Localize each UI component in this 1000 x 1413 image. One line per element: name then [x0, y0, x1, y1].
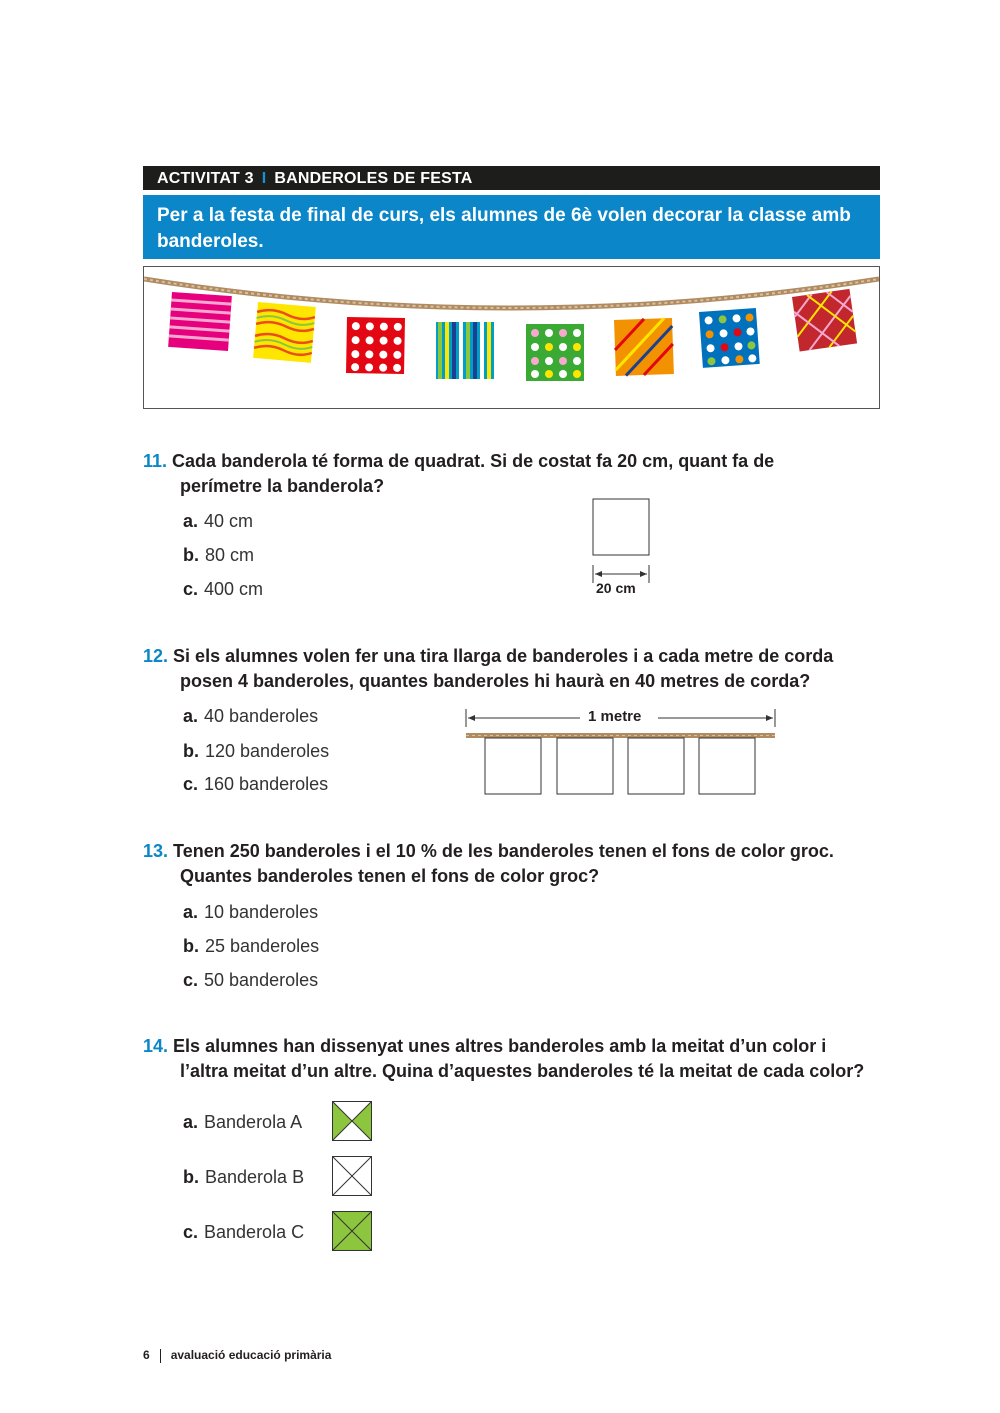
- option-letter: a.: [183, 511, 199, 531]
- q11-square-figure: [585, 495, 665, 600]
- q11-dimension-label: 20 cm: [596, 580, 636, 596]
- question-14-number: 14.: [143, 1036, 169, 1056]
- flag-vertical-stripes: [436, 322, 494, 379]
- question-11: [143, 449, 893, 499]
- option-text: 40 banderoles: [204, 706, 319, 726]
- banderola-c-figure: [332, 1211, 372, 1251]
- option-text: Banderola C: [204, 1222, 305, 1242]
- option-letter: b.: [183, 545, 199, 565]
- question-11-line1: Cada banderola té forma de quadrat. Si de costat fa 20 cm, quant fa de: [172, 451, 775, 471]
- flag-red-dots: [346, 317, 405, 374]
- question-12-line2: posen 4 banderoles, quantes banderoles hi haurà en 40 metres de corda?: [180, 671, 811, 691]
- q13-option-c[interactable]: [183, 970, 318, 991]
- q12-length-label: 1 metre: [588, 708, 642, 725]
- option-text: 160 banderoles: [204, 774, 329, 794]
- option-letter: c.: [183, 1222, 199, 1242]
- option-text: 40 cm: [204, 511, 254, 531]
- option-text: Banderola B: [205, 1167, 305, 1187]
- q11-option-b[interactable]: [183, 545, 254, 566]
- activity-label: ACTIVITAT 3: [157, 170, 254, 187]
- question-11-text: [143, 449, 893, 474]
- flag-yellow-waves: [253, 302, 316, 363]
- question-14-line2: l’altra meitat d’un altre. Quina d’aquestes banderoles té la meitat de cada color?: [180, 1061, 865, 1081]
- option-text: 400 cm: [204, 579, 264, 599]
- question-13: [143, 839, 893, 889]
- option-letter: c.: [183, 774, 199, 794]
- option-letter: b.: [183, 936, 199, 956]
- question-14: [143, 1034, 893, 1084]
- option-letter: a.: [183, 902, 199, 922]
- q12-option-b[interactable]: [183, 741, 329, 762]
- flag-blue-dots: [699, 308, 760, 368]
- option-letter: c.: [183, 579, 199, 599]
- flag-orange-diagonal: [614, 318, 674, 376]
- option-text: 120 banderoles: [205, 741, 330, 761]
- option-text: 80 cm: [205, 545, 255, 565]
- footer-divider: [160, 1349, 161, 1363]
- option-text: Banderola A: [204, 1112, 303, 1132]
- activity-title: BANDEROLES DE FESTA: [274, 170, 473, 187]
- question-13-line1: Tenen 250 banderoles i el 10 % de les banderoles tenen el fons de color groc.: [173, 841, 834, 861]
- question-12: [143, 644, 893, 694]
- question-12-line1: Si els alumnes volen fer una tira llarga de banderoles i a cada metre de corda: [173, 646, 834, 666]
- q13-option-a[interactable]: [183, 902, 318, 923]
- option-letter: b.: [183, 1167, 199, 1187]
- flag-red-plaid: [792, 289, 857, 352]
- option-letter: b.: [183, 741, 199, 761]
- activity-header: [143, 166, 880, 190]
- q11-option-a[interactable]: [183, 511, 253, 532]
- banderola-b-figure: [332, 1156, 372, 1196]
- option-letter: a.: [183, 1112, 199, 1132]
- footer-text: avaluació educació primària: [170, 1348, 332, 1362]
- question-13-line2: Quantes banderoles tenen el fons de color groc?: [180, 866, 600, 886]
- page-number: 6: [143, 1348, 150, 1362]
- q11-option-c[interactable]: [183, 579, 263, 600]
- activity-separator: I: [261, 170, 267, 187]
- bunting-image: [144, 267, 879, 408]
- question-11-line2: perímetre la banderola?: [180, 476, 385, 496]
- page-footer: [143, 1348, 331, 1363]
- question-13-number: 13.: [143, 841, 169, 861]
- bunting-illustration: [143, 266, 880, 409]
- q14-option-c[interactable]: [183, 1222, 304, 1243]
- banderola-a-figure: [332, 1101, 372, 1141]
- flag-magenta-stripes: [168, 292, 232, 351]
- question-12-number: 12.: [143, 646, 169, 666]
- option-letter: a.: [183, 706, 199, 726]
- option-text: 50 banderoles: [204, 970, 319, 990]
- q12-option-a[interactable]: [183, 706, 318, 727]
- flag-green-dots: [526, 324, 584, 381]
- option-letter: c.: [183, 970, 199, 990]
- question-14-line1: Els alumnes han dissenyat unes altres banderoles amb la meitat d’un color i: [173, 1036, 827, 1056]
- option-text: 10 banderoles: [204, 902, 319, 922]
- q12-rope-figure: [460, 705, 780, 800]
- q14-option-b[interactable]: [183, 1167, 304, 1188]
- question-11-number: 11.: [143, 451, 168, 471]
- activity-intro: Per a la festa de final de curs, els alumnes de 6è volen decorar la classe amb banderoles.: [143, 195, 880, 259]
- q14-option-a[interactable]: [183, 1112, 302, 1133]
- q13-option-b[interactable]: [183, 936, 319, 957]
- q12-option-c[interactable]: [183, 774, 328, 795]
- option-text: 25 banderoles: [205, 936, 320, 956]
